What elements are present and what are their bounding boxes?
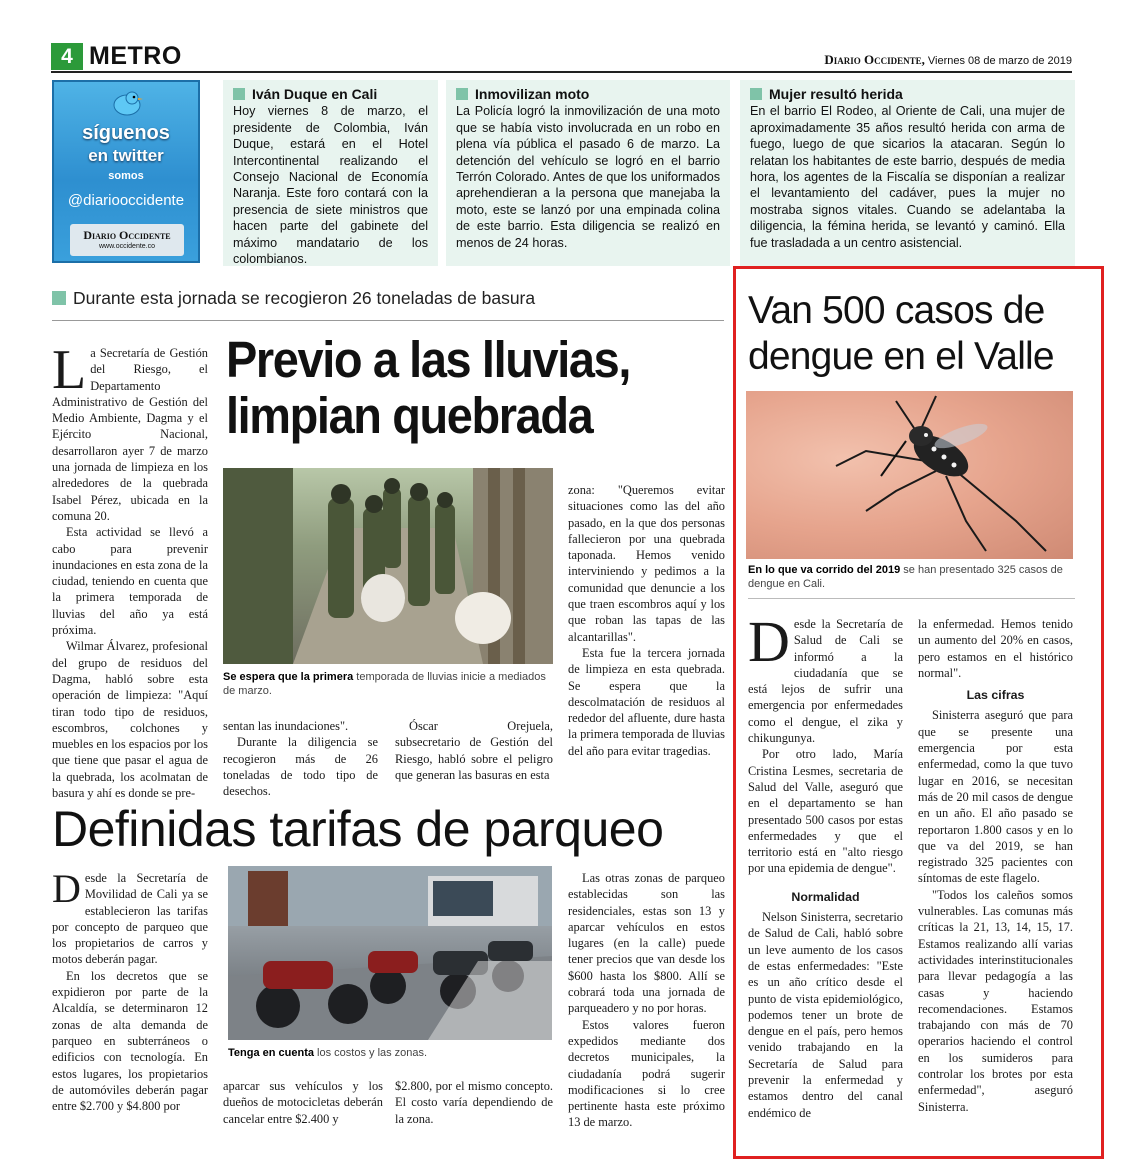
brief-moto [446, 80, 730, 266]
brief-text: En el barrio El Rodeo, al Oriente de Cali, una mujer de aproximadamente 35 años resultó herida con arma de fuego, luego de que sicarios la atacaran. Según lo relatan los habitantes de este barrio, después de media hora, los agentes de la Fiscalía se disponían a realizar el levantamiento del cadáver, pues la mujer no mostraba signos vitales. Cuando se adelantaba la diligencia, la fémina herida, se levantó y caminó. Ella fue trasladada a un centro asistencial. [750, 104, 1065, 250]
brief-title: Inmovilizan moto [456, 86, 720, 102]
twitter-handle: @diariooccidente [67, 192, 185, 209]
parqueo-col2: aparcar sus vehículos y los dueños de motocicletas deberán cancelar entre $2.400 y [223, 1079, 383, 1126]
twitter-ad[interactable] [52, 80, 200, 263]
photo-caption: Se espera que la primera temporada de lluvias inicie a mediados de marzo. [223, 671, 546, 697]
caption-rule [748, 598, 1075, 599]
brief-mujer [740, 80, 1075, 266]
parqueo-col4: Las otras zonas de parqueo establecidas son las residenciales, estas son 13 y aparcar vehículos en estos lugares (en la calle) puede tener precios que van desde los $600 hasta los $800. Allí se cobrará toda una jornada de parqueadero y no por horas. Estos valores fueron expedidos mediante dos decretos municipales, la ciudadanía podrá sugerir modificaciones si lo cree pertinente hasta este próximo 13 de marzo. [568, 871, 725, 1130]
dengue-col1: D esde la Secretaría de Salud de Cali se informó a la ciudadanía que se está lejos de sufrir una emergencia por enfermedades como el dengue, el zika y chikungunya. Por otro lado, María Cristina Lesmes, secretaria de Salud del Valle, aseguró que en el departamento se han presentado 500 casos por estas enfermedades y que el territorio está en "alto riesgo por una epidemia de dengue". Normalidad Nelson Sinisterra, secretario de Salud de Cali, habló sobre un leve aumento de los casos de estas enfermedades: "Este es un año crítico desde el punto de vista epidemiológico, podemos tener un brote de dengue en el país, pero hemos venido trabajando en la Secretaría de Salud para prevenir la enfermedad y estamos dentro del canal endémico de [748, 609, 903, 1120]
kicker: Durante esta jornada se recogieron 26 toneladas de basura [52, 288, 535, 309]
bullet-square-icon [456, 88, 468, 100]
dengue-col2: la enfermedad. Hemos tenido un aumento del 20% en casos, pero estamos en el histórico normal". Las cifras Sinisterra aseguró que para que se presente una emergencia por esta enfermedad, como la que tuvo lugar en 2016, se necesitan más de 20 mil casos de dengue en un año. El año pasado se reportaron 1.800 casos y en lo que va del 2019, se han registrado 325 pacientes con síntomas de este flagelo. "Todos los caleños somos vulnerables. Las comunas más críticas la 21, 13, 14, 15, 17. Estamos realizando allí varias actividades interinstitucionales para llevar pedagogía a las casas y haciendo recomendaciones. Estamos trabajando con más de 70 operarios haciendo el control en los sumideros para controlar los brotes por esta enfermedad", aseguró Sinisterra. [918, 617, 1073, 1114]
drop-cap: D [52, 866, 81, 911]
issue-date: Viernes 08 de marzo de 2019 [927, 55, 1072, 67]
photo-soldiers [223, 468, 553, 664]
parqueo-col3: $2.800, por el mismo concepto. El costo varía dependiendo de la zona. [395, 1079, 553, 1126]
follow-line3: somos [108, 170, 144, 182]
photo-caption: Tenga en cuenta los costos y las zonas. [228, 1047, 428, 1059]
headline-dengue: Van 500 casos de dengue en el Valle [748, 289, 1054, 378]
brief-title: Mujer resultó herida [750, 86, 1065, 102]
follow-line2: en twitter [88, 146, 164, 165]
kicker-rule [52, 320, 724, 321]
quebrada-col4: zona: "Queremos evitar situaciones como las del año pasado, en la que dos personas fallecieron por una quebrada taponada. Hemos venido interviniendo y pedimos a la comunidad que denuncie a los que traen escombros aquí y los que roban las tapas de las alcantarillas". Esta fue la tercera jornada de limpieza en esta quebrada. Se espera que la descolmatación de residuos al rededor del afluente, dure hasta la primera temporada de lluvias del año para evitar tragedias. [568, 483, 725, 758]
brief-duque [223, 80, 438, 266]
quebrada-col2: sentan las inundaciones". Durante la diligencia se recogieron más de 26 toneladas de todo tipo de desechos. [223, 719, 378, 799]
parqueo-col1: D esde la Secretaría de Movilidad de Cali ya se establecieron las tarifas por concepto de parqueo que los propietarios de carros y motos deberán pagar. En los decretos que se expidieron por parte de la Alcaldía, se determinaron 12 zonas de alta demanda de parqueo en subterráneos o edificios con tecnología. En estos lugares, los propietarios de automóviles deberán pagar entre $2.700 y $4.800 por [52, 866, 208, 1114]
dateline [824, 52, 1072, 68]
quebrada-col3: Óscar Orejuela, subsecretario de Gestión del Riesgo, habló sobre el peligro que generan las basuras en esta [395, 719, 553, 782]
twitter-bird-icon [109, 88, 145, 118]
header-rule [51, 71, 1072, 73]
photo-caption: En lo que va corrido del 2019 se han presentado 325 casos de dengue en Cali. [748, 564, 1063, 590]
page-number: 4 [51, 43, 83, 70]
brand-box [70, 224, 184, 256]
brief-text: La Policía logró la inmovilización de una moto que se había visto involucrada en un robo en plena vía pública el pasado 6 de marzo. La detención del vehículo se logró en el barrio Terrón Colorado. Antes de que los uniformados aprehendieran a la persona que manejaba la moto, este se lanzó por una empinada colina de este barrio. Esta diligencia se realizó en menos de 24 horas. [456, 104, 720, 250]
subhead-normalidad: Normalidad [791, 889, 860, 904]
section-title: METRO [89, 42, 182, 70]
headline-quebrada: Previo a las lluvias, limpian quebrada [226, 331, 630, 444]
drop-cap: D [748, 609, 790, 674]
brief-text: Hoy viernes 8 de marzo, el presidente de Colombia, Iván Duque, estará en el Hotel Intercontinental realizando el Consejo Nacional de Economía Naranja. Este foro contará con la presencia de siete ministros que hacen parte del gabinete del máximo mandatario de los colombianos. [233, 104, 428, 267]
paper-name: Diario Occidente, [824, 52, 925, 67]
brand-name: Diario Occidente [83, 228, 171, 242]
photo-motorcycles [228, 866, 552, 1040]
brand-url: www.occidente.co [98, 243, 156, 250]
bullet-square-icon [52, 291, 66, 305]
bullet-square-icon [233, 88, 245, 100]
brief-title: Iván Duque en Cali [233, 86, 428, 102]
quebrada-col1: L a Secretaría de Gestión del Riesgo, el Departamento Administrativo de Gestión del Medio Ambiente, Dagma y el Ejército Nacional, desarrollaron ayer 7 de marzo una jornada de limpieza en los alrededores de la quebrada Isabel Pérez, ubicada en la comuna 20. Esta actividad se llevó a cabo para prevenir inundaciones en esta zona de la ciudad, teniendo en cuenta que la primera temporada de lluvias del año ya está próxima. Wilmar Álvarez, profesional del grupo de residuos del Dagma, habló sobre esta operación de limpieza: "Aquí tiran todo tipo de residuos, escombros, colchones y muebles en los espacios por los que tiene que pasar el agua de la quebrada, los acolmatan de basura y ahí es donde se pre- [52, 339, 208, 801]
drop-cap: L [52, 339, 87, 401]
photo-mosquito [746, 391, 1073, 559]
bullet-square-icon [750, 88, 762, 100]
headline-parqueo: Definidas tarifas de parqueo [52, 801, 664, 857]
follow-line1: síguenos [82, 122, 170, 144]
subhead-cifras: Las cifras [966, 688, 1025, 703]
